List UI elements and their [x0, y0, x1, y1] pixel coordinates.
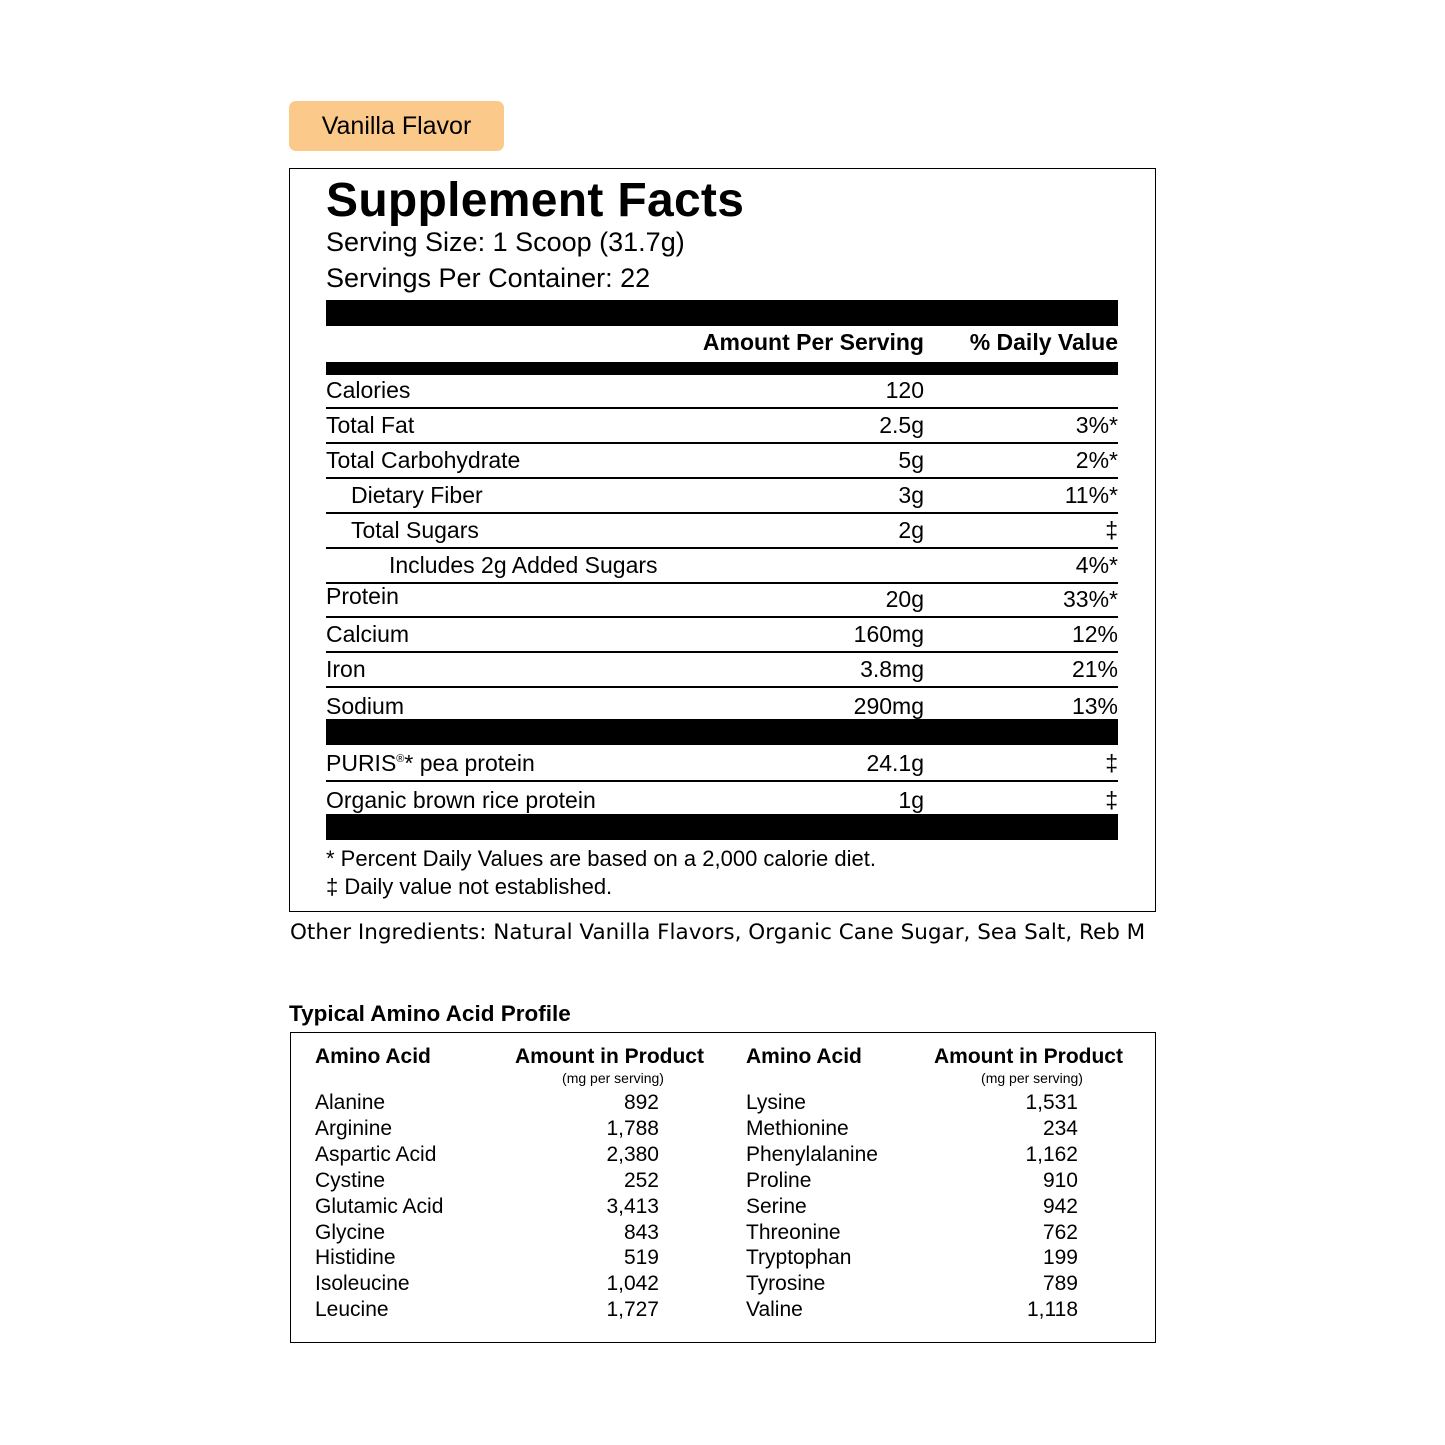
nutrient-name: Total Carbohydrate [326, 447, 521, 473]
ingredient-amount: 1g [898, 787, 924, 813]
amino-acid-amount: 942 [1042, 1194, 1078, 1218]
amino-acid-amount: 762 [1042, 1220, 1078, 1244]
amino-acid-name: Glutamic Acid [315, 1194, 444, 1218]
amino-acid-amount: 843 [623, 1220, 659, 1244]
nutrient-daily-value: 3%* [1075, 412, 1118, 438]
nutrient-row-added-sugars [326, 549, 1118, 584]
ingredient-name: Organic brown rice protein [326, 787, 596, 813]
nutrient-amount: 2g [898, 517, 924, 543]
ingredient-amount: 24.1g [866, 750, 924, 776]
amino-acid-name: Tyrosine [746, 1272, 826, 1296]
column-header-amino-acid: Amino Acid [746, 1045, 862, 1068]
flavor-badge: Vanilla Flavor [289, 101, 504, 151]
nutrient-row-protein [326, 583, 1118, 618]
nutrient-row-dietary-fiber [326, 479, 1118, 514]
amino-acid-amount: 1,727 [606, 1298, 659, 1322]
column-header-amount: Amount in Product [934, 1045, 1123, 1068]
footnote-daily-values: * Percent Daily Values are based on a 2,000 calorie diet. [326, 846, 876, 871]
amino-acid-amount: 1,118 [1027, 1298, 1078, 1322]
amino-acid-name: Serine [746, 1194, 807, 1218]
nutrient-name: Total Sugars [351, 517, 479, 543]
amino-acid-name: Cystine [315, 1168, 386, 1192]
nutrient-amount: 120 [885, 377, 924, 403]
amino-acid-amount: 234 [1042, 1116, 1078, 1140]
nutrient-name: Calories [326, 377, 411, 403]
ingredient-row-brown-rice-protein [326, 782, 1118, 817]
amino-acid-amount: 892 [623, 1091, 659, 1114]
supplement-facts-panel [289, 168, 1156, 912]
serving-size: Serving Size: 1 Scoop (31.7g) [326, 227, 685, 257]
amino-acid-name: Proline [746, 1168, 812, 1192]
nutrient-name: Sodium [326, 693, 404, 719]
ingredient-name [326, 750, 535, 777]
nutrient-daily-value: 33%* [1063, 586, 1118, 612]
nutrient-name: Includes 2g Added Sugars [389, 552, 658, 578]
other-ingredients: Other Ingredients: Natural Vanilla Flavors, Organic Cane Sugar, Sea Salt, Reb M [290, 920, 1146, 945]
nutrient-name: Total Fat [326, 412, 415, 438]
amino-acid-amount: 3,413 [606, 1194, 659, 1218]
ingredient-daily-value: ‡ [1105, 750, 1118, 776]
nutrient-daily-value: 2%* [1075, 447, 1118, 473]
nutrient-amount: 5g [898, 447, 924, 473]
column-header-amino-acid: Amino Acid [315, 1045, 431, 1068]
nutrient-amount: 20g [885, 586, 924, 612]
nutrient-daily-value: 4%* [1075, 552, 1118, 578]
amino-acid-name: Threonine [746, 1220, 841, 1244]
nutrient-daily-value: 12% [1071, 621, 1118, 647]
nutrient-name: Iron [326, 656, 366, 682]
nutrient-daily-value: 21% [1071, 656, 1118, 682]
amino-acid-name: Methionine [746, 1116, 849, 1140]
amino-profile-title: Typical Amino Acid Profile [289, 1001, 571, 1026]
amino-acid-name: Aspartic Acid [315, 1142, 437, 1166]
amino-acid-amount: 199 [1042, 1246, 1078, 1270]
nutrient-daily-value: 11%* [1064, 482, 1118, 508]
registered-trademark: ® [396, 753, 405, 765]
ingredient-brand: PURIS [326, 750, 397, 776]
amino-acid-table [290, 1032, 1156, 1343]
nutrient-amount: 160mg [853, 621, 924, 647]
amino-acid-amount: 1,531 [1025, 1091, 1078, 1114]
footnote-not-established: ‡ Daily value not established. [326, 874, 613, 899]
nutrient-row-total-sugars [326, 514, 1118, 549]
amino-acid-name: Leucine [315, 1298, 389, 1322]
amino-acid-amount: 252 [623, 1168, 659, 1192]
nutrient-daily-value: ‡ [1105, 517, 1118, 543]
nutrient-amount: 3g [898, 482, 924, 508]
column-header-amount: Amount in Product [515, 1045, 704, 1068]
ingredient-row-pea-protein [326, 747, 1118, 782]
amino-acid-name: Tryptophan [746, 1246, 852, 1270]
nutrient-amount: 3.8mg [860, 656, 924, 682]
amino-acid-amount: 789 [1042, 1272, 1078, 1296]
amino-acid-name: Glycine [315, 1220, 386, 1244]
servings-per-container: Servings Per Container: 22 [326, 263, 651, 293]
nutrient-row-total-carbohydrate [326, 444, 1118, 479]
nutrient-row-total-fat [326, 409, 1118, 444]
amino-acid-name: Lysine [746, 1091, 806, 1114]
nutrient-row-calories [326, 374, 1118, 409]
amino-acid-name: Phenylalanine [746, 1142, 878, 1166]
amino-acid-amount: 1,788 [606, 1116, 659, 1140]
amino-acid-name: Valine [746, 1298, 803, 1322]
nutrient-amount: 290mg [853, 693, 924, 719]
amino-acid-amount: 910 [1042, 1168, 1078, 1192]
amino-acid-amount: 2,380 [606, 1142, 659, 1166]
thick-divider [326, 719, 1118, 745]
nutrient-name: Dietary Fiber [351, 482, 483, 508]
ingredient-name-suffix: * pea protein [404, 750, 535, 776]
header-amount-per-serving: Amount Per Serving [702, 329, 924, 355]
column-subheader-unit: (mg per serving) [562, 1070, 664, 1086]
nutrient-row-sodium [326, 688, 1118, 723]
amino-acid-name: Histidine [315, 1246, 396, 1270]
amino-acid-name: Alanine [315, 1091, 386, 1114]
ingredient-daily-value: ‡ [1105, 787, 1118, 813]
amino-acid-name: Isoleucine [315, 1272, 410, 1296]
thick-divider [326, 300, 1118, 326]
header-daily-value: % Daily Value [969, 329, 1118, 355]
amino-acid-amount: 1,042 [606, 1272, 659, 1296]
nutrient-row-calcium [326, 618, 1118, 653]
column-subheader-unit: (mg per serving) [981, 1070, 1083, 1086]
nutrient-amount: 2.5g [879, 412, 924, 438]
thick-divider [326, 814, 1118, 840]
nutrient-name: Protein [326, 583, 399, 609]
nutrient-name: Calcium [326, 621, 410, 647]
nutrient-daily-value: 13% [1071, 693, 1118, 719]
amino-acid-amount: 1,162 [1025, 1142, 1078, 1166]
amino-acid-amount: 519 [623, 1246, 659, 1270]
amino-acid-name: Arginine [315, 1116, 393, 1140]
facts-title: Supplement Facts [326, 174, 745, 227]
nutrient-row-iron [326, 653, 1118, 688]
